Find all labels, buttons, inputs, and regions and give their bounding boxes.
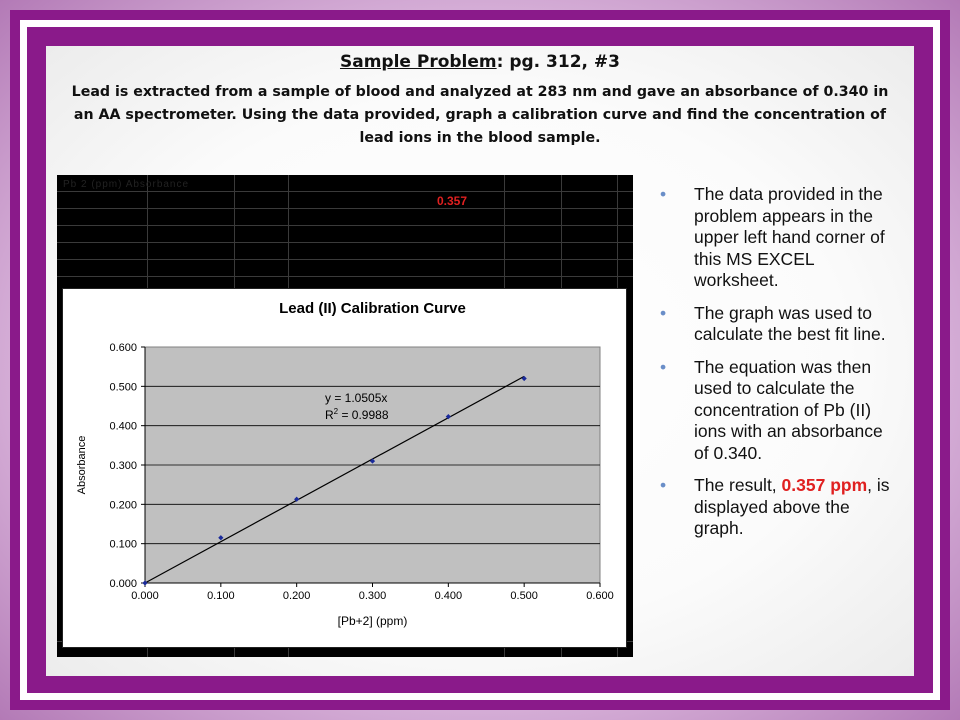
y-tick-label: 0.200 [109, 499, 137, 512]
x-tick-label: 0.500 [510, 590, 538, 602]
x-tick-label: 0.400 [434, 590, 463, 602]
problem-text: Lead is extracted from a sample of blood and analyzed at 283 nm and gave an absorbance of 0.340 in an AA spectrometer. Using the data provided, graph a calibration curve and find the concentration of lead ions in the blood sample. [71, 84, 889, 146]
grid-row-line [57, 208, 633, 209]
y-axis-label: Absorbance [76, 435, 88, 495]
bullet-item [660, 303, 900, 346]
bullet-item [660, 184, 900, 292]
bullet-item [660, 475, 900, 540]
chart-title: Lead (II) Calibration Curve [279, 300, 466, 317]
grid-row-line [57, 242, 633, 243]
grid-row-line [57, 225, 633, 226]
y-tick-label: 0.600 [109, 342, 137, 354]
grid-row-line [57, 276, 633, 277]
bullet-text: The equation was then used to calculate the concentration of Pb (II) ions with an absorbance of 0.340. [694, 356, 883, 463]
x-axis-label: [Pb+2] (ppm) [337, 614, 408, 628]
title-rest: : pg. 312, #3 [496, 52, 620, 72]
r-squared-part: R [325, 408, 334, 422]
bullet-item [660, 357, 900, 465]
bullet-text-pre: The result, [694, 475, 782, 495]
y-tick-label: 0.500 [109, 381, 137, 394]
y-tick-label: 0.400 [109, 420, 137, 433]
slide-title [46, 52, 914, 72]
x-tick-label: 0.100 [207, 590, 235, 602]
bullet-icon: • [660, 475, 667, 495]
x-tick-label: 0.600 [586, 590, 614, 602]
y-tick-label: 0.300 [109, 460, 137, 472]
bullet-text: The data provided in the problem appears in the upper left hand corner of this MS EXCEL worksheet. [694, 184, 885, 290]
bullet-text: The graph was used to calculate the best fit line. [694, 302, 886, 344]
r-squared-part: = 0.9988 [338, 408, 389, 422]
bullet-icon: • [660, 184, 667, 204]
calibration-chart [63, 289, 628, 649]
x-tick-label: 0.200 [282, 590, 311, 602]
bullet-list [660, 184, 900, 551]
y-tick-label: 0.000 [109, 578, 137, 590]
bullet-icon: • [660, 302, 667, 323]
y-tick-label: 0.100 [109, 538, 137, 551]
x-tick-label: 0.000 [131, 590, 159, 602]
chart-area [62, 288, 627, 648]
bullet-text-post: , is displayed above the graph. [694, 475, 890, 538]
r-squared-part: 2 [333, 407, 339, 416]
grid-row-line [57, 191, 633, 192]
grid-row-line [57, 259, 633, 260]
result-highlight: 0.357 ppm [781, 475, 868, 495]
title-label: Sample Problem [339, 52, 497, 72]
result-cell: 0.357 [436, 194, 468, 208]
sheet-header-cells: Pb 2 (ppm) Absorbance [63, 179, 190, 190]
trendline-equation: y = 1.0505x [325, 391, 388, 405]
bullet-icon: • [660, 356, 667, 377]
x-tick-label: 0.300 [358, 590, 387, 602]
